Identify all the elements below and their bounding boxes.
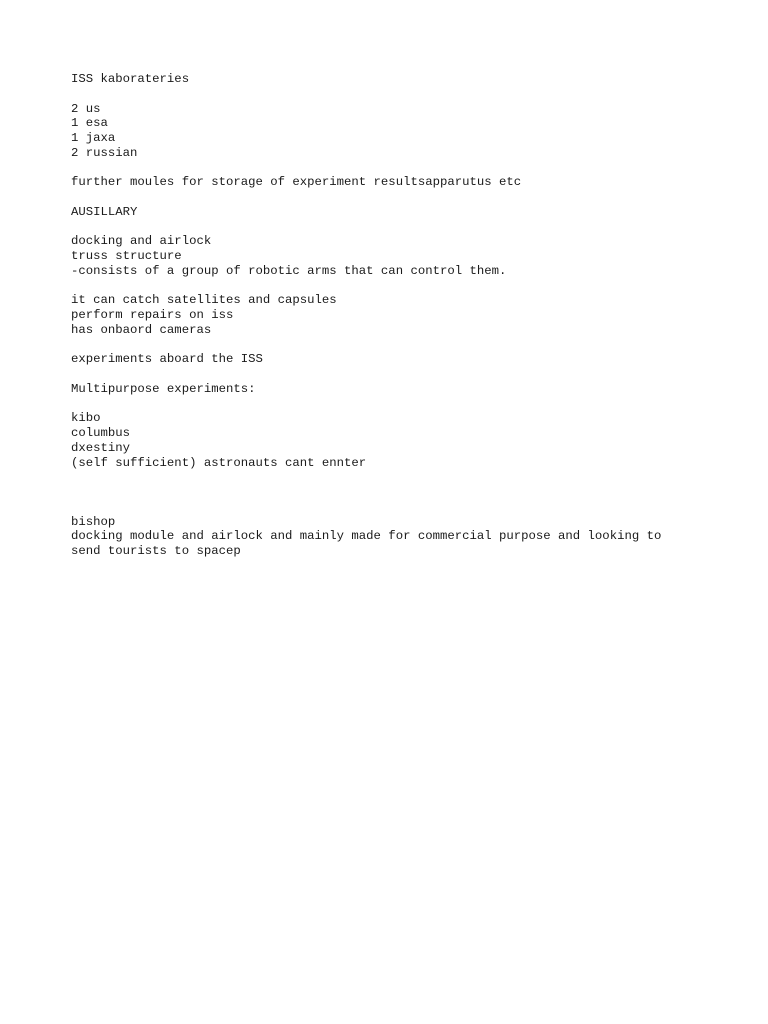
blank-line: [71, 279, 711, 294]
arm-capability: perform repairs on iss: [71, 308, 234, 322]
document-body: [71, 72, 711, 559]
blank-line: [71, 470, 711, 485]
blank-line: [71, 500, 711, 515]
blank-line: [71, 87, 711, 102]
agency-item: 1 jaxa: [71, 131, 116, 145]
blank-line: [71, 397, 711, 412]
arm-capability: it can catch satellites and capsules: [71, 293, 337, 308]
blank-line: [71, 338, 711, 353]
blank-line: [71, 485, 711, 500]
document-title: ISS kaborateries: [71, 72, 190, 86]
multipurpose-item: (self sufficient) astronauts cant ennter: [71, 455, 367, 470]
multipurpose-heading: Multipurpose experiments:: [71, 381, 256, 396]
bishop-description: docking module and airlock and mainly made for commercial purpose and looking to: [71, 529, 662, 544]
blank-line: [71, 220, 711, 235]
bishop-description: send tourists to spacep: [71, 544, 241, 558]
storage-note: further moules for storage of experiment resultsapparutus etc: [71, 175, 522, 190]
experiments-heading: experiments aboard the ISS: [71, 352, 263, 367]
auxiliary-heading: AUSILLARY: [71, 204, 138, 219]
auxiliary-item: docking and airlock: [71, 234, 212, 249]
bishop-heading: bishop: [71, 514, 116, 529]
blank-line: [71, 161, 711, 176]
agency-item: 1 esa: [71, 116, 108, 131]
multipurpose-item: kibo: [71, 411, 101, 426]
auxiliary-item: truss structure: [71, 249, 182, 263]
blank-line: [71, 367, 711, 382]
multipurpose-item: columbus: [71, 426, 131, 440]
agency-item: 2 us: [71, 101, 101, 116]
arm-capability: has onbaord cameras: [71, 322, 212, 337]
agency-item: 2 russian: [71, 145, 138, 160]
multipurpose-item: dxestiny: [71, 440, 131, 455]
auxiliary-item: -consists of a group of robotic arms that can control them.: [71, 263, 507, 278]
blank-line: [71, 190, 711, 205]
